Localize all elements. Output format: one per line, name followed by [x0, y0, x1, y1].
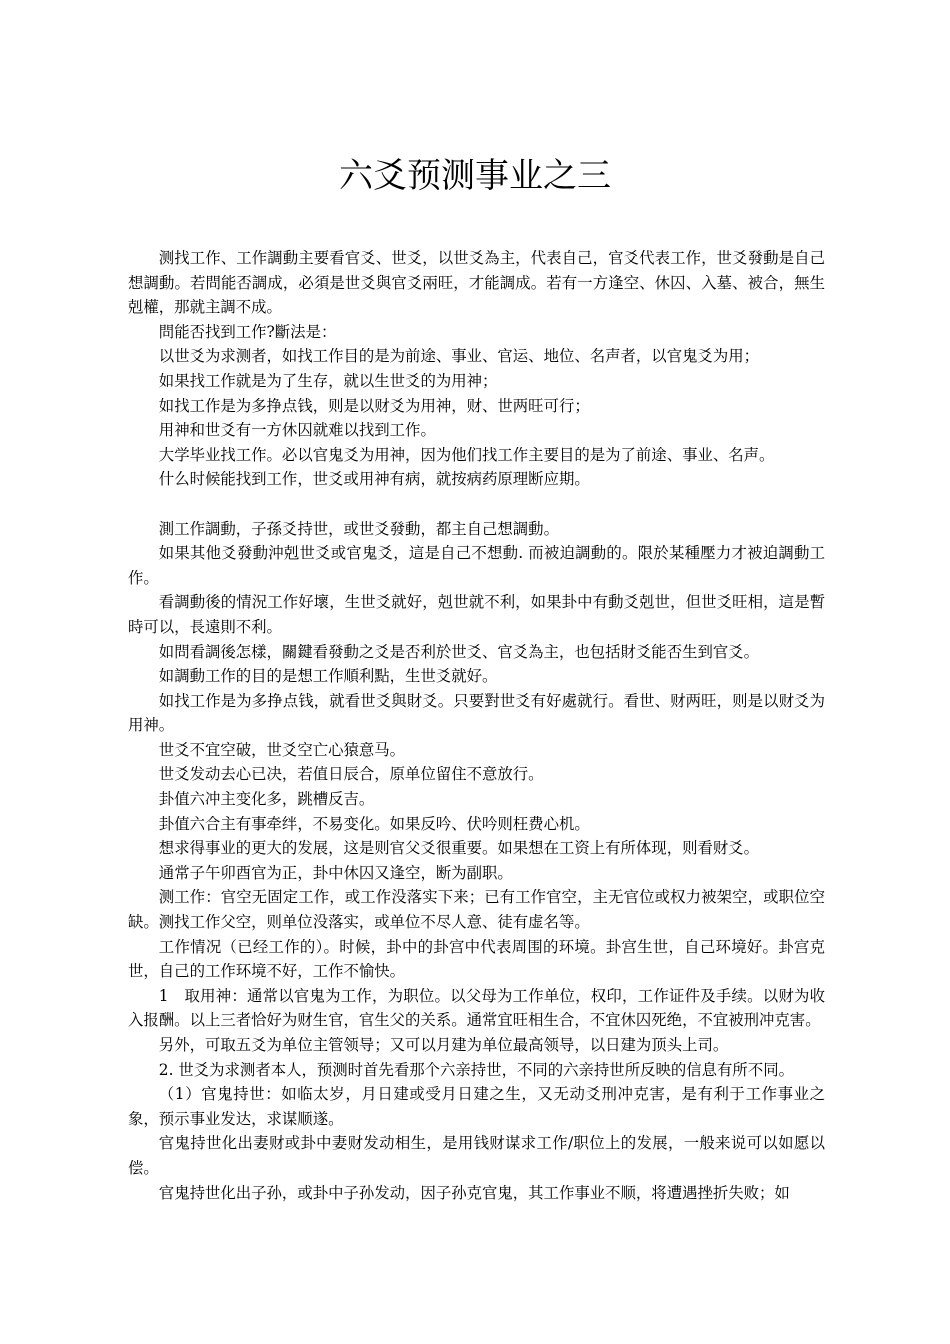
body-paragraph: 卦值六冲主变化多，跳槽反吉。	[158, 790, 375, 809]
body-paragraph: 什么时候能找到工作，世爻或用神有病，就按病药原理断应期。	[158, 470, 590, 489]
body-paragraph: 測工作調動，子孫爻持世，或世爻發動，都主自己想調動。	[158, 519, 559, 538]
body-paragraph: 如問看調後怎樣，關鍵看發動之爻是否利於世爻、官爻為主，也包括財爻能否生到官爻。	[158, 642, 760, 661]
body-paragraph: 世爻不宜空破，世爻空亡心猿意马。	[158, 740, 406, 759]
body-paragraph: 大学毕业找工作。必以官鬼爻为用神，因为他们找工作主要目的是为了前途、事业、名声。	[158, 445, 775, 464]
body-paragraph: 工作情况（已经工作的）。时候，卦中的卦宫中代表周围的环境。卦宫生世，自己环境好。卦宫克世，自己的工作环境不好，工作不愉快。	[128, 937, 825, 981]
body-paragraph: 想求得事业的更大的发展，这是则官父爻很重要。如果想在工资上有所体现，则看财爻。	[158, 839, 760, 858]
body-paragraph: 如果其他爻發動沖剋世爻或官鬼爻，這是自己不想動. 而被迫調動的。限於某種壓力才被迫調動工作。	[128, 544, 825, 587]
body-paragraph: 测找工作、工作調動主要看官爻、世爻，以世爻為主，代表自己，官爻代表工作，世爻發動是自己想調動。若問能否調成，必須是世爻與官爻兩旺，才能調成。若有一方逢空、休囚、入墓、被合，無生剋權，那就主調不成。	[128, 249, 825, 317]
body-paragraph: 官鬼持世化出妻财或卦中妻财发动相生，是用钱财谋求工作/职位上的发展，一般来说可以如愿以偿。	[128, 1134, 825, 1177]
body-paragraph: （1）官鬼持世：如临太岁，月日建或受月日建之生，又无动爻刑冲克害，是有利于工作事业之象，预示事业发达，求谋顺遂。	[128, 1085, 825, 1128]
body-paragraph: 卦值六合主有事牵绊，不易变化。如果反吟、伏吟则枉费心机。	[158, 814, 590, 833]
body-paragraph: 問能否找到工作?斷法是：	[158, 322, 337, 341]
body-paragraph: 1 取用神：通常以官鬼为工作，为职位。以父母为工作单位，权印，工作证件及手续。以财为收入报酬。以上三者恰好为财生官，官生父的关系。通常宜旺相生合，不宜休囚死绝，不宜被刑冲克害。	[128, 986, 825, 1030]
body-paragraph: 用神和世爻有一方休囚就难以找到工作。	[158, 421, 436, 440]
body-paragraph: 2. 世爻为求测者本人，预测时首先看那个六亲持世，不同的六亲持世所反映的信息有所不同。	[158, 1060, 794, 1079]
document-body	[128, 246, 825, 1205]
body-paragraph: 看調動後的情況工作好壞，生世爻就好，剋世就不利，如果卦中有動爻剋世，但世爻旺相，這是暫時可以，長遠則不利。	[128, 593, 825, 636]
body-paragraph: 世爻发动去心已决，若值日辰合，原单位留住不意放行。	[158, 765, 544, 784]
body-paragraph: 以世爻为求测者，如找工作目的是为前途、事业、官运、地位、名声者，以官鬼爻为用；	[158, 347, 760, 366]
body-paragraph	[128, 492, 825, 517]
body-paragraph: 如找工作是为多挣点钱，则是以财爻为用神，财、世两旺可行；	[158, 396, 590, 415]
document-title: 六爻预测事业之三	[339, 156, 611, 196]
body-paragraph: 如調動工作的目的是想工作順利點，生世爻就好。	[158, 667, 498, 686]
body-paragraph: 如找工作是为多挣点钱，就看世爻與財爻。只要對世爻有好處就行。看世、财两旺，则是以财爻为用神。	[128, 691, 825, 735]
body-paragraph: 通常子午卯酉官为正，卦中休囚又逢空，断为副职。	[158, 863, 513, 882]
body-paragraph: 如果找工作就是为了生存，就以生世爻的为用神；	[158, 371, 498, 390]
body-paragraph: 另外，可取五爻为单位主管领导；又可以月建为单位最高领导，以日建为顶头上司。	[158, 1036, 729, 1054]
body-paragraph: 测工作：官空无固定工作，或工作没落实下来；已有工作官空，主无官位或权力被架空，或职位空缺。测找工作父空，则单位没落实，或单位不尽人意、徒有虚名等。	[128, 888, 825, 932]
body-paragraph: 官鬼持世化出子孙，或卦中子孙发动，因子孙克官鬼，其工作事业不顺，将遭遇挫折失败；如	[158, 1183, 790, 1202]
